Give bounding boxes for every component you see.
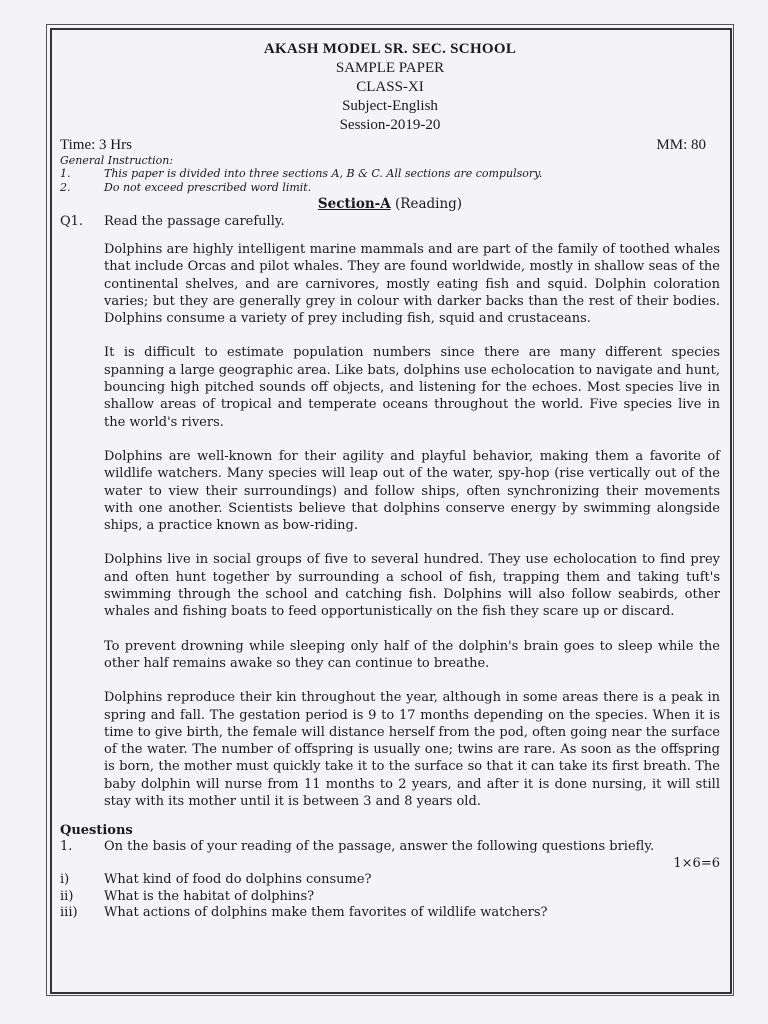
instruction-item <box>60 181 720 195</box>
instruction-number: 2. <box>60 181 71 194</box>
sub-question <box>60 889 720 906</box>
question-text: On the basis of your reading of the passage, answer the following questions briefly. <box>104 839 655 855</box>
passage-paragraph: Dolphins live in social groups of five to several hundred. They use echolocation to find prey and often hunt together by surrounding a school of fish, trapping them and taking tuft's swimming through the school and catching fish. Dolphins will also follow seabirds, other whales and fishing boats to feed opportunistically on the fish they scare up or discard. <box>104 552 720 620</box>
section-heading <box>60 196 720 212</box>
time-allowed: Time: 3 Hrs <box>60 137 132 153</box>
sub-question-number: iii) <box>60 905 78 921</box>
sub-question <box>60 872 720 889</box>
questions-title: Questions <box>60 823 133 839</box>
passage-paragraph: It is difficult to estimate population numbers since there are many different species spanning a large geographic area. Like bats, dolphins use echolocation to navigate and hunt, bouncing high pitched sounds off objects, and listening for the echoes. Most species live in shallow areas of tropical and temperate oceans throughout the world. Five species live in the world's rivers. <box>104 345 720 430</box>
paper-type: SAMPLE PAPER <box>335 60 445 76</box>
marks-label: 1×6=6 <box>673 855 720 871</box>
class-label: CLASS-XI <box>356 79 424 95</box>
instruction-item <box>60 167 720 181</box>
sub-question <box>60 905 720 922</box>
reading-passage <box>60 241 720 810</box>
document-header <box>60 40 720 135</box>
passage-paragraph: Dolphins reproduce their kin throughout the year, although in some areas there is a peak in spring and fall. The gestation period is 9 to 17 months depending on the species. When it is time to give birth, the female will distance herself from the pod, often going near the surface of the water. The number of offspring is usually one; twins are rare. As soon as the offspring is born, the mother must quickly take it to the surface so that it can take its first breath. The baby dolphin will nurse from 11 months to 2 years, and after it is done nursing, it will still stay with its mother until it is between 3 and 8 years old. <box>104 690 720 810</box>
sub-question-text: What actions of dolphins make them favorites of wildlife watchers? <box>104 905 548 921</box>
section-name: Section-A <box>317 196 391 212</box>
question-number: Q1. <box>60 214 84 229</box>
passage-paragraph: Dolphins are well-known for their agility and playful behavior, making them a favorite of wildlife watchers. Many species will leap out of the water, spy-hop (rise vertically out of the water to view their surroundings) and follow ships, often synchronizing their movements with one another. Scientists believe that dolphins conserve energy by swimming alongside ships, a practice known as bow-riding. <box>104 448 720 534</box>
question-1 <box>60 214 720 229</box>
sub-question-text: What kind of food do dolphins consume? <box>104 872 372 888</box>
session-label: Session-2019-20 <box>339 117 441 133</box>
instruction-number: 1. <box>60 167 71 180</box>
exam-meta <box>60 137 720 154</box>
section-description: (Reading) <box>390 196 463 212</box>
sub-question-text: What is the habitat of dolphins? <box>104 888 315 904</box>
school-name: AKASH MODEL SR. SEC. SCHOOL <box>263 41 517 57</box>
subject-label: Subject-English <box>342 98 438 114</box>
passage-paragraph: Dolphins are highly intelligent marine mammals and are part of the family of toothed whales that include Orcas and pilot whales. They are found worldwide, mostly in shallow seas of the continental shelves, and are carnivores, mostly eating fish and squid. Dolphin coloration varies; but they are generally grey in colour with darker backs than the rest of their bodies. Dolphins consume a variety of prey including fish, squid and crustaceans. <box>104 242 720 327</box>
passage-paragraph: To prevent drowning while sleeping only half of the dolphin's brain goes to sleep while the other half remains awake so they can continue to breathe. <box>104 638 720 671</box>
instruction-text: Do not exceed prescribed word limit. <box>104 181 312 194</box>
general-instructions-title: General Instruction: <box>60 154 174 167</box>
question-number: 1. <box>60 839 73 855</box>
question-main <box>60 839 720 872</box>
max-marks: MM: 80 <box>656 137 706 153</box>
document-body <box>60 40 720 922</box>
general-instructions <box>60 154 720 195</box>
sub-question-number: i) <box>60 872 70 888</box>
questions-block <box>60 823 720 922</box>
sub-question-number: ii) <box>60 888 74 904</box>
question-prompt: Read the passage carefully. <box>104 214 285 229</box>
instruction-text: This paper is divided into three sections A, B & C. All sections are compulsory. <box>104 167 543 180</box>
